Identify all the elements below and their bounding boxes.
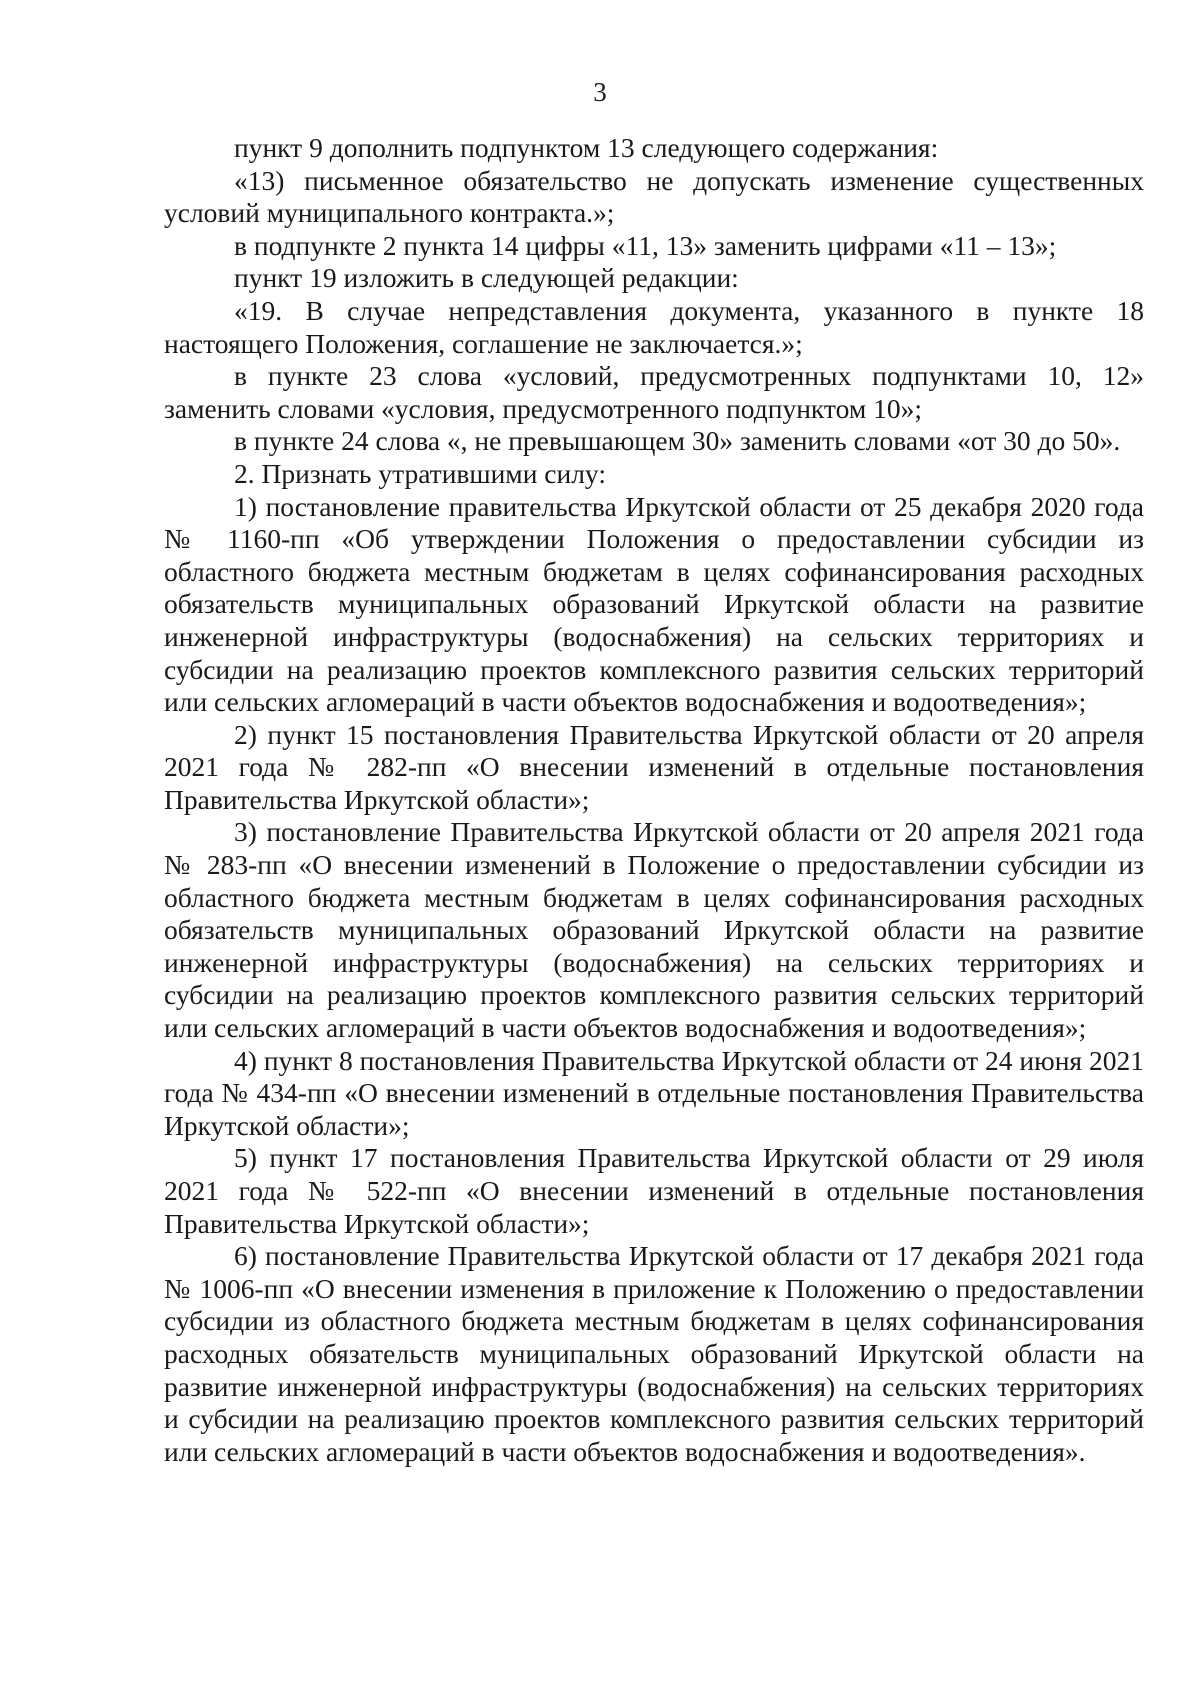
paragraph-5: «19. В случае непредставления документа, указанного в пункте 18 настоящего Положения, соглашение не заключается.»;: [164, 294, 1144, 359]
list-item-2: 2) пункт 15 постановления Правительства Иркутской области от 20 апреля 2021 года № 282-пп «О внесении изменений в отдельные постановления Правительства Иркутской области»;: [164, 718, 1144, 815]
list-item-4: 4) пункт 8 постановления Правительства Иркутской области от 24 июня 2021 года № 434-пп «О внесении изменений в отдельные постановления Правительства Иркутской области»;: [164, 1044, 1144, 1141]
list-item-5: 5) пункт 17 постановления Правительства Иркутской области от 29 июля 2021 года № 522-пп «О внесении изменений в отдельные постановления Правительства Иркутской области»;: [164, 1142, 1144, 1239]
paragraph-6: в пункте 23 слова «условий, предусмотренных подпунктами 10, 12» заменить словами «условия, предусмотренного подпунктом 10»;: [164, 360, 1144, 424]
document-body: [164, 132, 1144, 1468]
list-item-6: 6) постановление Правительства Иркутской области от 17 декабря 2021 года № 1006-пп «О внесении изменения в приложение к Положению о предоставлении субсидии из областного бюджета местным бюджетам в целях софинансирования расходных обязательств муниципальных образований Иркутской области на развитие инженерной инфраструктуры (водоснабжения) на сельских территориях и субсидии на реализацию проектов комплексного развития сельских территорий или сельских агломераций в части объектов водоснабжения и водоотведения».: [164, 1240, 1144, 1467]
paragraph-1: пункт 9 дополнить подпунктом 13 следующего содержания:: [234, 132, 939, 163]
paragraph-4: пункт 19 изложить в следующей редакции:: [234, 262, 739, 294]
list-item-1: 1) постановление правительства Иркутской области от 25 декабря 2020 года № 1160-пп «Об утверждении Положения о предоставлении субсидии из областного бюджета местным бюджетам в целях софинансирования расходных обязательств муниципальных образований Иркутской области на развитие инженерной инфраструктуры (водоснабжения) на сельских территориях и субсидии на реализацию проектов комплексного развития сельских территорий или сельских агломераций в части объектов водоснабжения и водоотведения»;: [164, 490, 1144, 718]
page-number: 3: [593, 77, 607, 107]
paragraph-7: в пункте 24 слова «, не превышающем 30» заменить словами «от 30 до 50».: [234, 425, 1121, 457]
paragraph-2: «13) письменное обязательство не допускать изменение существенных условий муниципального контракта.»;: [164, 164, 1144, 229]
paragraph-3: в подпункте 2 пункта 14 цифры «11, 13» заменить цифрами «11 – 13»;: [234, 229, 1057, 261]
list-item-3: 3) постановление Правительства Иркутской области от 20 апреля 2021 года № 283-пп «О внесении изменений в Положение о предоставлении субсидии из областного бюджета местным бюджетам в целях софинансирования расходных обязательств муниципальных образований Иркутской области на развитие инженерной инфраструктуры (водоснабжения) на сельских территориях и субсидии на реализацию проектов комплексного развития сельских территорий или сельских агломераций в части объектов водоснабжения и водоотведения»;: [164, 816, 1144, 1044]
paragraph-8: 2. Признать утратившими силу:: [234, 457, 606, 489]
